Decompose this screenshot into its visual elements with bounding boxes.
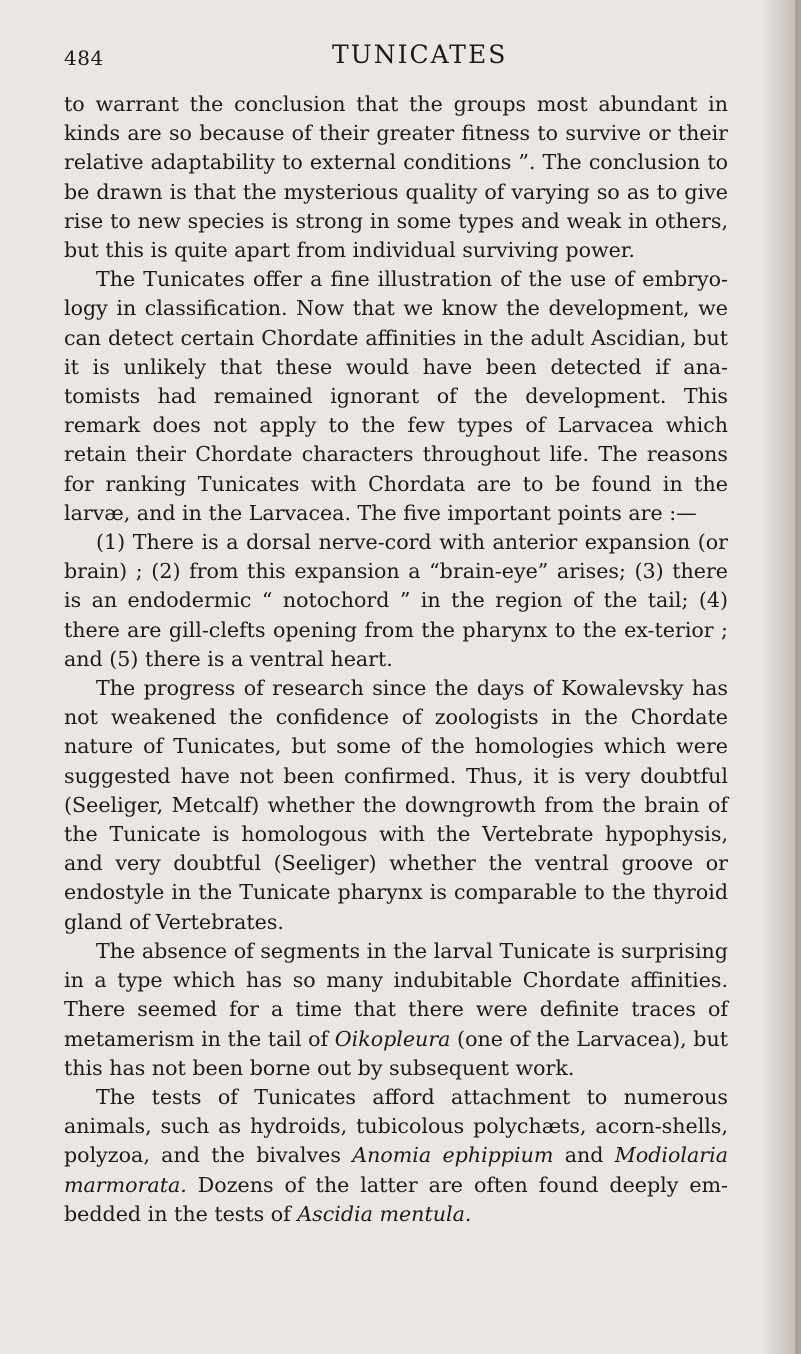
paragraph-2	[64, 265, 728, 528]
paragraph-5	[64, 937, 728, 1083]
text-run: The absence of segments in the larval Tunicate is surprising in a type which has so many indubitable Chordate affinities. There seemed for a time that there were definite traces of metamerism in the tail of	[64, 938, 728, 1051]
paragraph-4	[64, 674, 728, 937]
text-run: The progress of research since the days of Kowalevsky has not weakened the confidence of zoologists in the Chordate nature of Tunicates, but some of the homologies which were suggested have not been confirmed. Thus, it is very doubtful (Seeliger, Metcalf) whether the downgrowth from the brain of the Tunicate is homologous with the Vertebrate hypophysis, and very doubtful (Seeliger) whether the ventral groove or endostyle in the Tunicate pharynx is comparable to the thyroid gland of Vertebrates.	[64, 676, 728, 934]
running-head: TUNICATES	[332, 40, 508, 69]
text-run: and	[553, 1143, 615, 1168]
text-run: The tests of Tunicates afford attachment to numerous animals, such as hydroids, tubicolous polychæts, acorn-shells, polyzoa, and the bivalves	[64, 1084, 728, 1168]
taxon-name: Oikopleura	[334, 1026, 451, 1051]
page-number: 484	[64, 46, 104, 70]
text-run: to warrant the conclusion that the groups most abundant in kinds are so because of their greater fitness to survive or their relative adaptability to external conditions ”. The conclusion to be drawn is that the mysterious quality of varying so as to give rise to new species is strong in some types and weak in others, but this is quite apart from individual surviving power.	[64, 92, 728, 263]
paragraph-3	[64, 528, 728, 674]
page-header	[64, 40, 709, 72]
book-spine-edge	[795, 0, 801, 1354]
taxon-name: Anomia ephippium	[352, 1143, 554, 1168]
taxon-name: Ascidia mentula.	[297, 1201, 472, 1226]
text-run: Dozens of the latter are often found deeply em-bedded in the tests of	[64, 1172, 728, 1226]
taxon-name: Modiolaria marmorata.	[64, 1143, 728, 1197]
text-run: The Tunicates offer a fine illustration of the use of embryo-logy in classification. Now that we know the development, we can detect certain Chordate affinities in the adult Ascidian, but it is unlikely that these would have been detected if ana-tomists had remained ignorant of the development. This remark does not apply to the few types of Larvacea which retain their Chordate characters throughout life. The reasons for ranking Tunicates with Chordata are to be found in the larvæ, and in the Larvacea. The five important points are :—	[64, 267, 728, 525]
paragraph-1	[64, 90, 728, 265]
text-run: (1) There is a dorsal nerve-cord with anterior expansion (or brain) ; (2) from this expansion a “brain-eye” arises; (3) there is an endodermic “ notochord ” in the region of the tail; (4) there are gill-clefts opening from the pharynx to the ex-terior ; and (5) there is a ventral heart.	[64, 530, 728, 671]
body-text	[64, 90, 728, 1229]
text-run: (one of the Larvacea), but this has not been borne out by subsequent work.	[64, 1026, 728, 1080]
paragraph-6	[64, 1083, 728, 1229]
